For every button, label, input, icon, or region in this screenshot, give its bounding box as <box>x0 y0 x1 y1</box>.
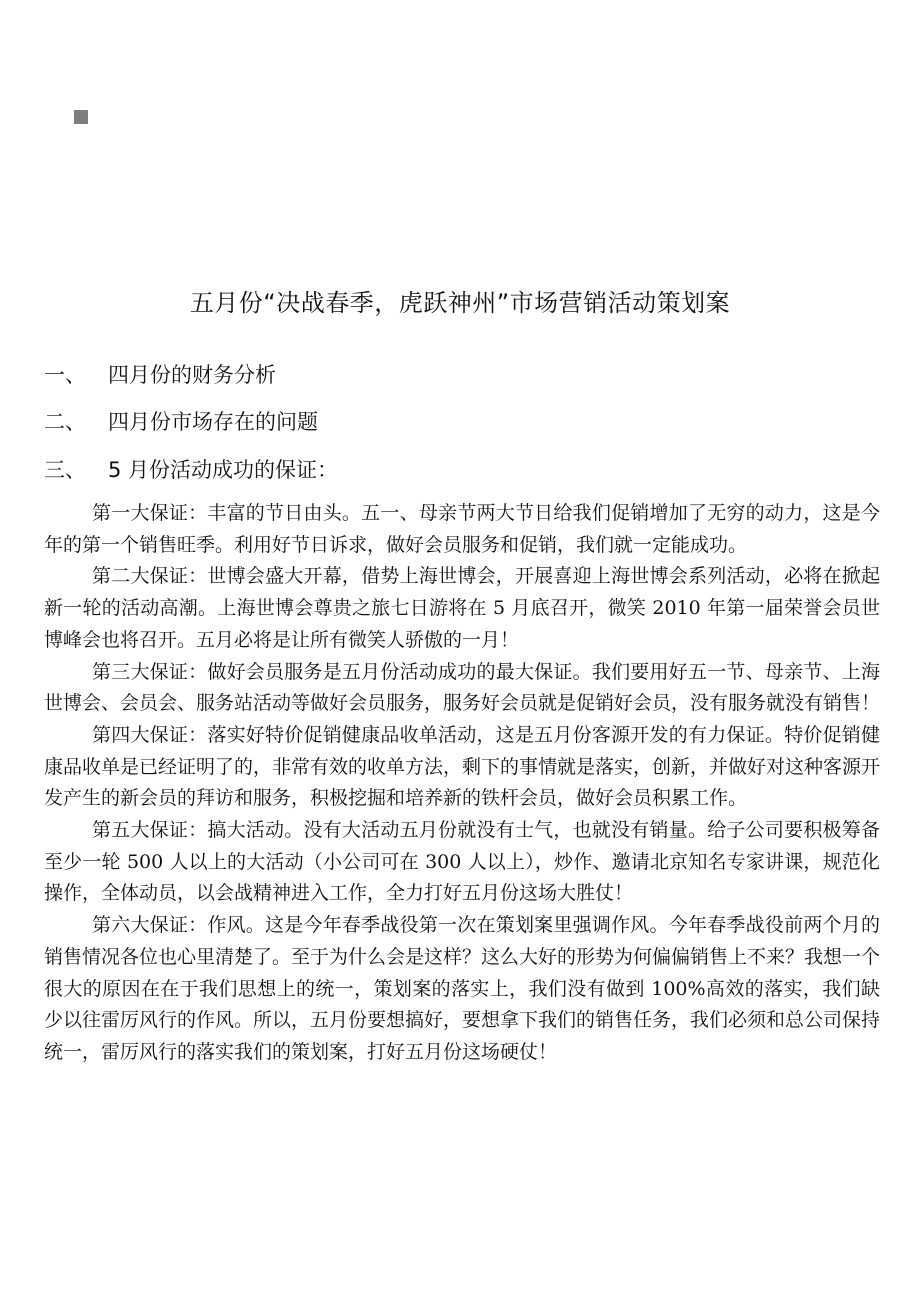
document-title: 五月份“决战春季，虎跃神州”市场营销活动策划案 <box>189 289 731 317</box>
paragraph-guarantee-6: 第六大保证：作风。这是今年春季战役第一次在策划案里强调作风。今年春季战役前两个月的销售情况各位也心里清楚了。至于为什么会是这样？这么大好的形势为何偏偏销售上不来？我想一个很大的原因在在于我们思想上的统一，策划案的落实上，我们没有做到 100%高效的落实，我们缺少以往雷厉风行的作风。所以，五月份要想搞好，要想拿下我们的销售任务，我们必须和总公司保持统一，雷厉风行的落实我们的策划案，打好五月份这场硬仗！ <box>44 914 881 1063</box>
section-number: 一、 <box>44 363 86 387</box>
square-bullet-icon <box>74 110 88 124</box>
section-heading-text: 四月份市场存在的问题 <box>108 410 318 434</box>
paragraph-guarantee-1: 第一大保证：丰富的节日由头。五一、母亲节两大节日给我们促销增加了无穷的动力，这是今年的第一个销售旺季。利用好节日诉求，做好会员服务和促销，我们就一定能成功。 <box>44 502 880 556</box>
section-heading-3 <box>44 455 338 485</box>
section-heading-text: 四月份的财务分析 <box>108 363 276 387</box>
section-heading-1 <box>44 360 276 390</box>
section-number: 三、 <box>44 458 86 482</box>
paragraph-guarantee-3: 第三大保证：做好会员服务是五月份活动成功的最大保证。我们要用好五一节、母亲节、上海世博会、会员会、服务站活动等做好会员服务，服务好会员就是促销好会员，没有服务就没有销售！ <box>44 660 881 715</box>
paragraph-guarantee-5: 第五大保证：搞大活动。没有大活动五月份就没有士气，也就没有销量。给子公司要积极筹备至少一轮 500 人以上的大活动（小公司可在 300 人以上），炒作、邀请北京知名专家讲课，规范化操作，全体动员，以会战精神进入工作，全力打好五月份这场大胜仗！ <box>44 819 880 905</box>
body-text <box>44 498 880 1069</box>
section-heading-text: 5 月份活动成功的保证： <box>108 458 339 482</box>
paragraph-guarantee-4: 第四大保证：落实好特价促销健康品收单活动，这是五月份客源开发的有力保证。特价促销健康品收单是已经证明了的，非常有效的收单方法，剩下的事情就是落实，创新，并做好对这种客源开发产生的新会员的拜访和服务，积极挖掘和培养新的铁杆会员，做好会员积累工作。 <box>44 723 881 810</box>
paragraph-guarantee-2: 第二大保证：世博会盛大开幕，借势上海世博会，开展喜迎上海世博会系列活动，必将在掀起新一轮的活动高潮。上海世博会尊贵之旅七日游将在 5 月底召开，微笑 2010 年第一届荣誉会员世博峰会也将召开。五月必将是让所有微笑人骄傲的一月！ <box>44 565 880 651</box>
section-number: 二、 <box>44 410 86 434</box>
section-heading-2 <box>44 407 318 437</box>
